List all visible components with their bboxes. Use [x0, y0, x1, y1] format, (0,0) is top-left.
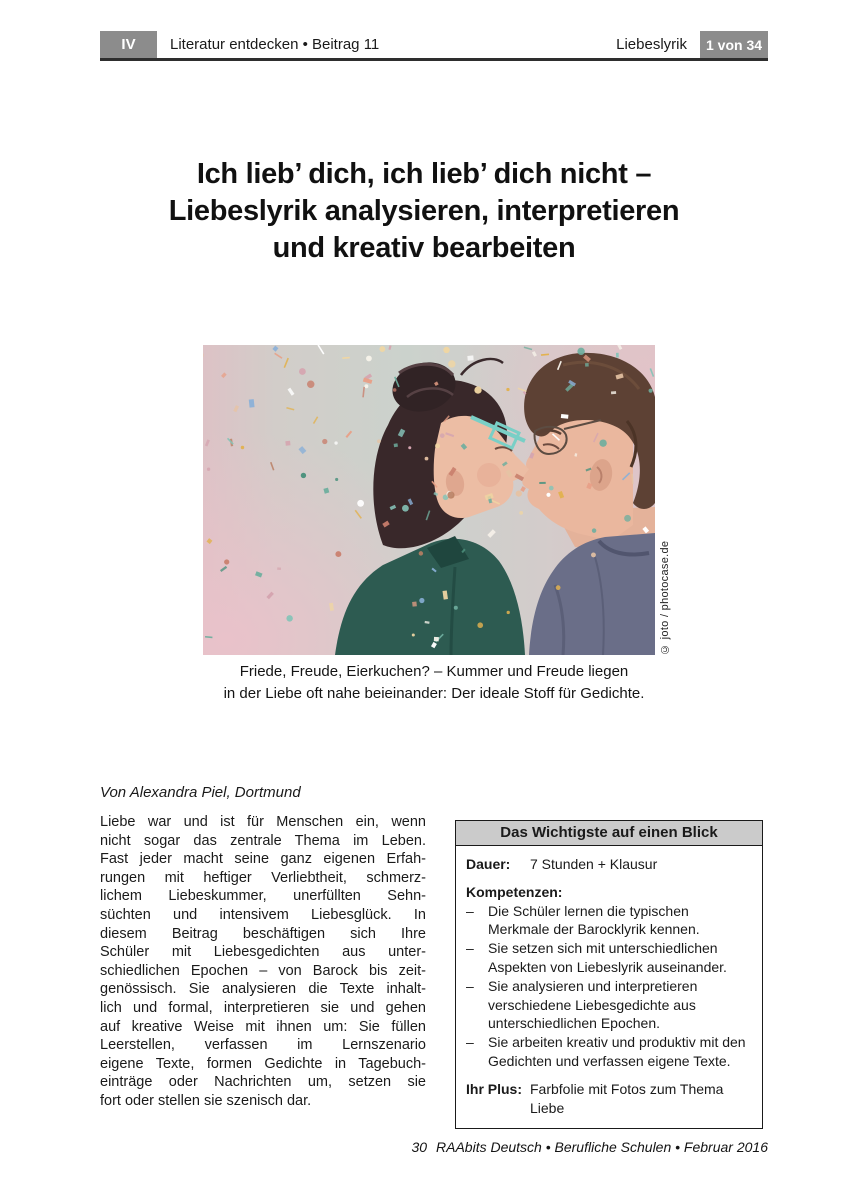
duration-label: Dauer: — [466, 856, 511, 872]
intro-text-line: lichem Liebeskummer, unerfüllten Sehn- — [100, 888, 426, 905]
intro-text-line: diesem Beitrag beschäftigen sich Ihre — [100, 925, 426, 942]
intro-text-line: genössisch. Sie analysieren die Texte inhalt- — [100, 981, 426, 998]
plus-value: Farbfolie mit Fotos zum Thema Liebe — [530, 1080, 724, 1116]
competence-text: Sie setzen sich mit unterschiedlichen Aspekten von Liebeslyrik auseinander. — [488, 940, 727, 975]
header-rule — [100, 58, 768, 61]
dash-bullet: – — [466, 977, 474, 994]
competence-text: Sie analysieren und interpretieren verschiedene Liebesgedichte aus unterschiedlichen Epochen. — [488, 977, 698, 1032]
photo-credit: © joto / photocase.de — [659, 540, 671, 655]
plus-row — [466, 1080, 752, 1118]
page-footer — [411, 1139, 768, 1155]
intro-text-line: Fast jeder macht seine ganz eigenen Erfah- — [100, 851, 426, 868]
footer-page-number: 30 — [411, 1139, 428, 1155]
intro-text-line: Schüler mit Liebesgedichten aus unter- — [100, 944, 426, 961]
competence-text: Die Schüler lernen die typischen Merkmale der Barocklyrik kennen. — [488, 902, 700, 938]
header-topic: Liebeslyrik — [616, 36, 687, 53]
competence-item — [466, 1033, 752, 1071]
page-title-line1: Ich lieb’ dich, ich lieb’ dich nicht – — [196, 158, 652, 190]
competence-item — [466, 902, 752, 940]
overview-box-title: Das Wichtigste auf einen Blick — [456, 821, 762, 846]
intro-text — [100, 813, 426, 1111]
photo-caption-line1: Friede, Freude, Eierkuchen? – Kummer und Freude liegen — [239, 663, 629, 680]
man-figure — [522, 353, 655, 655]
intro-text-line: süchten und intensivem Liebesglück. In — [100, 906, 426, 923]
competences-list — [466, 902, 752, 1071]
header-series-label: Literatur entdecken • Beitrag 11 — [170, 36, 380, 53]
intro-text-line: auf kreative Weise mit ihnen um: Sie füllen — [100, 1018, 426, 1035]
competences-label: Kompetenzen: — [466, 883, 563, 900]
intro-text-line: Leerstellen, verfassen im Lernszenario — [100, 1037, 426, 1054]
photo-caption-line2: in der Liebe oft nahe beieinander: Der ideale Stoff für Gedichte. — [223, 684, 645, 702]
intro-text-line: fort oder stellen sie szenisch dar. — [100, 1092, 312, 1109]
section-badge: IV — [100, 31, 157, 58]
footer-imprint: RAAbits Deutsch • Berufliche Schulen • Februar 2016 — [436, 1139, 768, 1155]
intro-text-line: lich und formal, interpretieren sie und gehen — [100, 999, 426, 1016]
photo-caption — [100, 661, 768, 704]
photo-illustration — [203, 345, 655, 655]
duration-row — [466, 855, 752, 874]
page-title-line2: Liebeslyrik analysieren, interpretieren — [168, 195, 680, 227]
page-indicator-badge: 1 von 34 — [700, 31, 768, 58]
intro-text-line: einträge oder Nachrichten um, setzen sie — [100, 1074, 426, 1091]
plus-label: Ihr Plus: — [466, 1080, 523, 1097]
kissing-couple-photo — [203, 345, 655, 655]
duration-value: 7 Stunden + Klausur — [530, 856, 658, 872]
intro-text-line: nicht sogar das zentrale Thema im Leben. — [100, 832, 426, 849]
intro-text-line: eigene Texte, formen Gedichte in Tagebuch- — [100, 1055, 426, 1072]
competence-text: Sie arbeiten kreativ und produktiv mit den Gedichten und verfassen eigene Texte. — [488, 1034, 746, 1069]
dash-bullet: – — [466, 1034, 474, 1051]
page-title — [90, 156, 758, 267]
overview-box-body — [456, 846, 762, 1128]
competence-item — [466, 939, 752, 977]
competence-item — [466, 977, 752, 1033]
dash-bullet: – — [466, 940, 474, 957]
intro-text-line: schiedlichen Epochen – von Barock bis zeit- — [100, 962, 426, 979]
woman-cheek — [477, 463, 501, 487]
page-title-line3: und kreativ bearbeiten — [272, 232, 576, 264]
page-header — [100, 31, 768, 58]
overview-box — [455, 820, 763, 1129]
author-byline: Von Alexandra Piel, Dortmund — [100, 784, 301, 801]
intro-text-line: rungen mit heftiger Verliebtheit, schmerz- — [100, 869, 426, 886]
dash-bullet: – — [466, 902, 474, 919]
intro-text-line: Liebe war und ist für Menschen ein, wenn — [100, 814, 426, 830]
